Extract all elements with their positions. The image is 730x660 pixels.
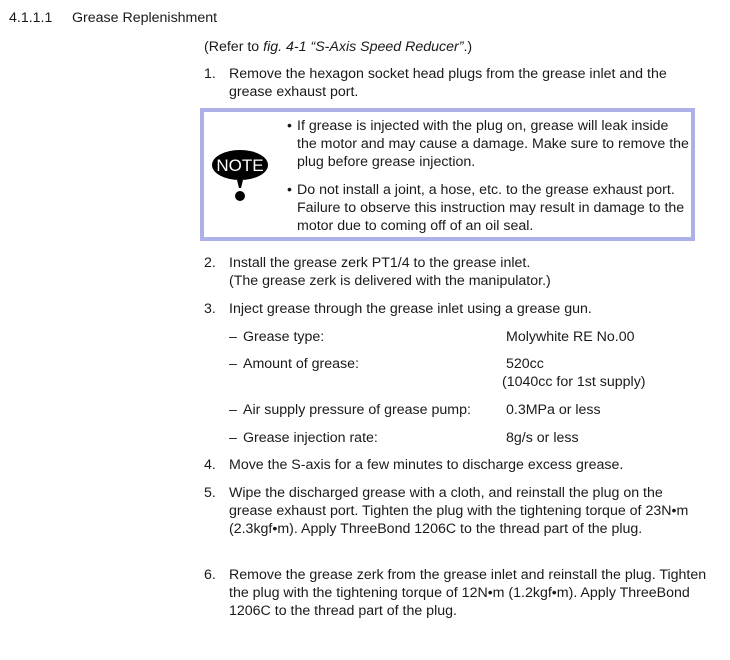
- step-number: 2.: [204, 255, 216, 271]
- spec-label: Grease injection rate:: [243, 430, 378, 446]
- spec-dash: –: [229, 356, 237, 372]
- spec-dash: –: [229, 402, 237, 418]
- step-text: Inject grease through the grease inlet using a grease gun.: [229, 301, 592, 317]
- spec-label: Grease type:: [243, 329, 325, 345]
- section-number: 4.1.1.1: [9, 10, 53, 26]
- spec-value: 0.3MPa or less: [506, 402, 601, 418]
- step-text: Remove the grease zerk from the grease inlet and reinstall the plug. Tighten the plug with the tightening torque of 12N•m (1.2kgf•m). Apply ThreeBond 1206C to the thread part of the plug.: [229, 567, 707, 619]
- reference-close: .): [463, 39, 473, 55]
- step-number: 3.: [204, 301, 216, 317]
- note-icon: [211, 148, 269, 202]
- step-number: 4.: [204, 457, 216, 473]
- step-text: Remove the hexagon socket head plugs from the grease inlet and the grease exhaust port.: [229, 66, 667, 100]
- section-title: Grease Replenishment: [72, 10, 218, 26]
- step-text: Install the grease zerk PT1/4 to the grease inlet.: [229, 255, 531, 271]
- spec-label: Amount of grease:: [243, 356, 359, 372]
- reference-figure-title: “S-Axis Speed Reducer”: [310, 39, 464, 55]
- spec-dash: –: [229, 329, 237, 345]
- reference-line: [204, 38, 472, 56]
- spec-value-note: (1040cc for 1st supply): [502, 374, 646, 390]
- step-number: 6.: [204, 567, 216, 583]
- note-bullet: •: [287, 118, 292, 134]
- step-subtext: (The grease zerk is delivered with the manipulator.): [229, 273, 551, 289]
- step-text: Wipe the discharged grease with a cloth, and reinstall the plug on the grease exhaust port. Tighten the plug with the tightening torque of 23N•m (2.3kgf•m). Apply ThreeBond 1206C to the thread part of the plug.: [229, 485, 689, 537]
- note-bullet-text: If grease is injected with the plug on, grease will leak inside the motor and may cause a damage. Make sure to remove the plug before grease injection.: [297, 118, 689, 170]
- spec-value: 520cc: [506, 356, 544, 372]
- step-number: 5.: [204, 485, 216, 501]
- step-number: 1.: [204, 66, 216, 82]
- note-bullet-text: Do not install a joint, a hose, etc. to the grease exhaust port. Failure to observe this instruction may result in damage to the motor due to coming off of an oil seal.: [297, 182, 685, 234]
- spec-label: Air supply pressure of grease pump:: [243, 402, 471, 418]
- step-text: Move the S-axis for a few minutes to discharge excess grease.: [229, 457, 624, 473]
- spec-dash: –: [229, 430, 237, 446]
- reference-figure: fig. 4-1: [263, 39, 307, 55]
- reference-open: (Refer to: [204, 39, 264, 55]
- spec-value: Molywhite RE No.00: [506, 329, 635, 345]
- note-icon-label: NOTE: [216, 156, 264, 175]
- spec-value: 8g/s or less: [506, 430, 579, 446]
- note-bullet: •: [287, 182, 292, 198]
